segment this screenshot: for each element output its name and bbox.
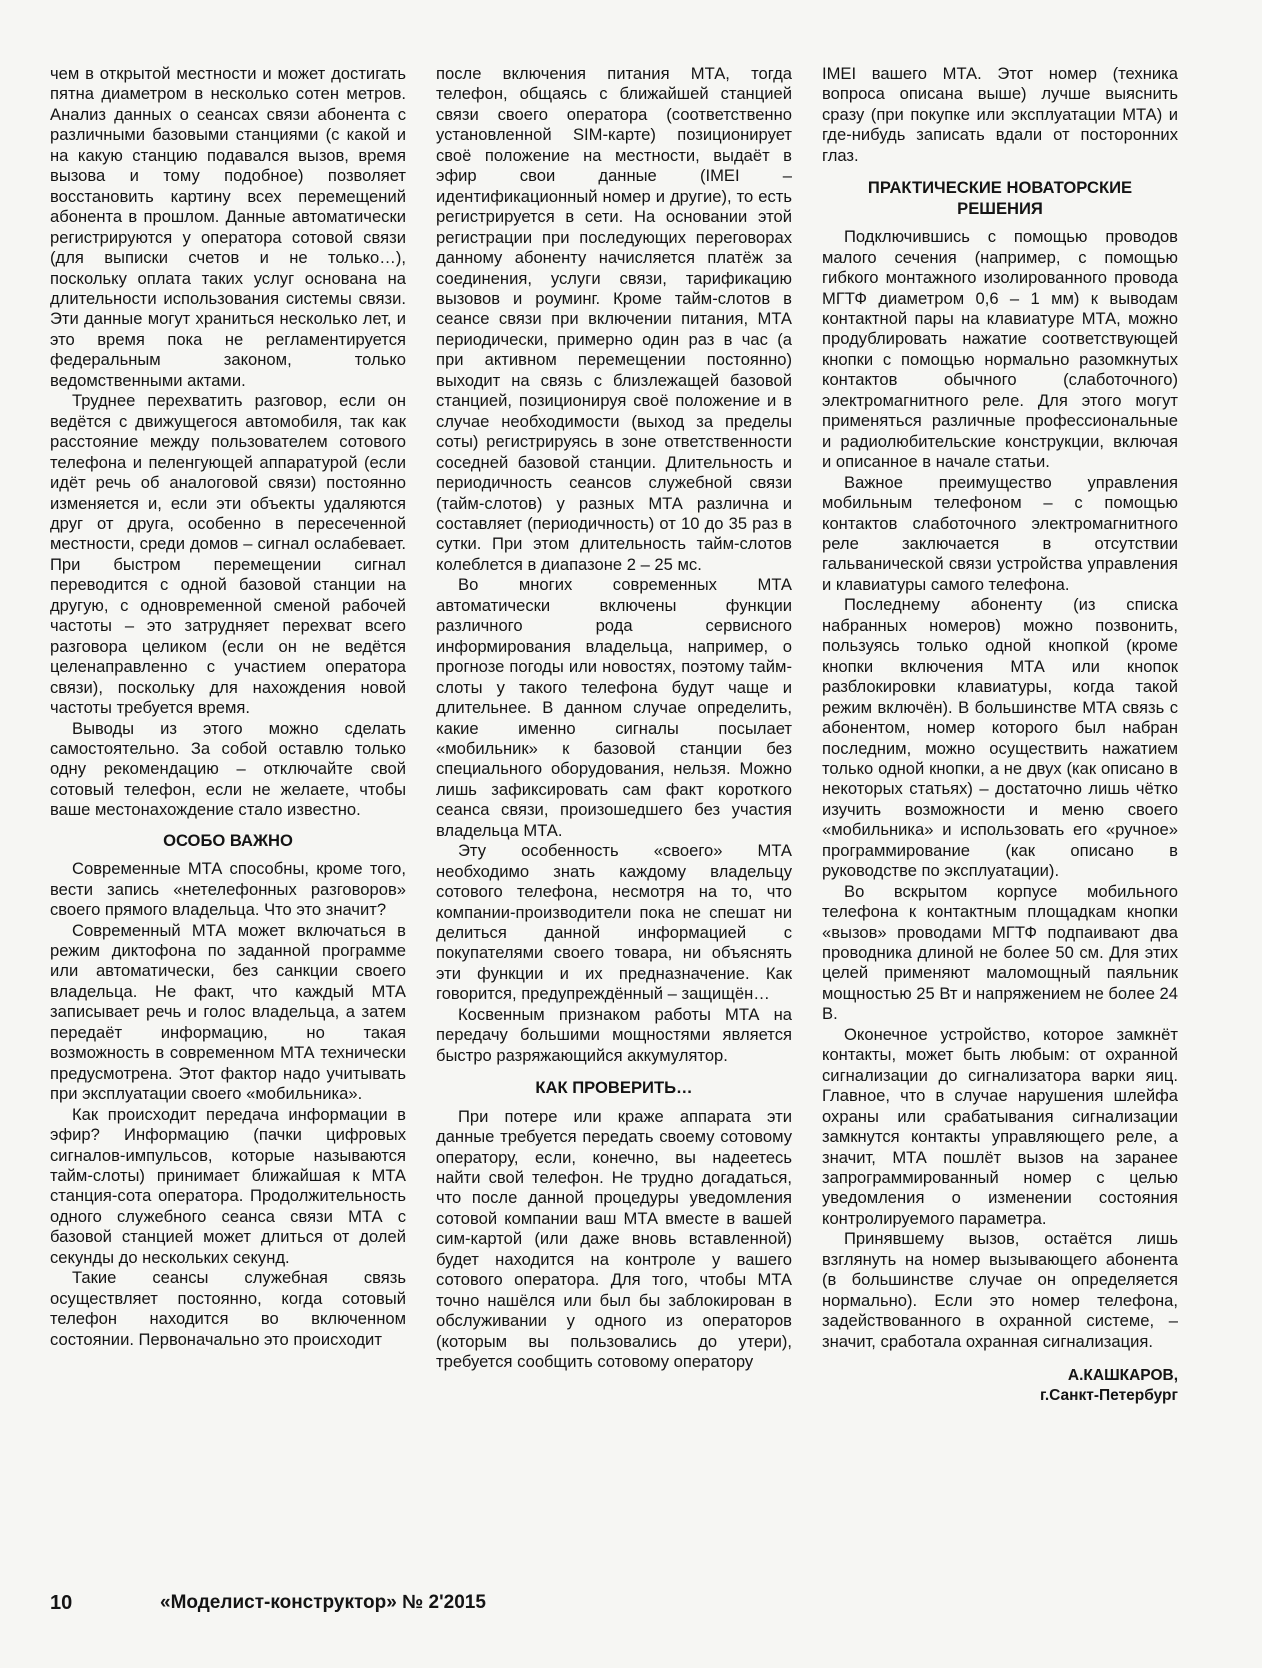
paragraph: При потере или краже аппарата эти данные требуется передать своему сотовому оператору, если, конечно, вы надеетесь найти свой телефон. Не трудно догадаться, что после данной процедуры уведомления сотовой компании ваш МТА вместе в вашей сим-картой (или даже вновь вставленной) будет находится на контроле у вашего сотового оператора. Для того, чтобы МТА точно нашёлся или был бы заблокирован в обслуживании у одного из операторов (которым вы пользовались до утери), требуется сообщить сотовому оператору: [436, 1106, 792, 1372]
author-signature: [822, 1366, 1178, 1406]
paragraph: Во вскрытом корпусе мобильного телефона к контактным площадкам кнопки «вызов» проводами МГТФ подпаивают два проводника длиной не более 50 см. Для этих целей применяют маломощный паяльник мощностью 25 Вт и напряжением не более 24 В.: [822, 881, 1178, 1024]
paragraph: IMEI вашего МТА. Этот номер (техника вопроса описана выше) лучше выяснить сразу (при покупке или эксплуатации МТА) и где-нибудь записать вдали от посторонних глаз.: [822, 64, 1178, 165]
text-column-2: [436, 64, 792, 1373]
page-footer: [50, 1588, 486, 1618]
paragraph: Такие сеансы служебная связь осуществляет постоянно, когда сотовый телефон находится во включенном состоянии. Первоначально это происходит: [50, 1268, 406, 1349]
paragraph: Труднее перехватить разговор, если он ведётся с движущегося автомобиля, так как расстояние между пользователем сотового телефона и пеленгующей аппаратурой (если идёт речь об аналоговой связи) постоянно изменяется и, если эти объекты удаляются друг от друга, особенно в пересеченной местности, среди домов – сигнал ослабевает. При быстром перемещении сигнал переводится с одной базовой станции на другую, с одновременной сменой рабочей частоты – это затрудняет перехват всего разговора целиком (если он не ведётся целенаправленно с участием оператора связи), поскольку для нахождения новой частоты требуется время.: [50, 391, 406, 718]
paragraph: Во многих современных МТА автоматически включены функции различного рода сервисного информирования владельца, например, о прогнозе погоды или новостях, поэтому тайм-слоты у такого телефона будут чаще и длительнее. В данном случае определить, какие именно сигналы посылает «мобильник» к базовой станции без специального оборудования, нельзя. Можно лишь зафиксировать сам факт короткого сеанса связи, произошедшего без участия владельца МТА.: [436, 575, 792, 840]
page-number: 10: [50, 1592, 73, 1614]
paragraph: Как происходит передача информации в эфир? Информацию (пачки цифровых сигналов-импульсов, которые называются тайм-слоты) принимает ближайшая к МТА станция-сота оператора. Продолжительность одного служебного сеанса связи МТА с базовой станцией может длиться от долей секунды до нескольких секунд.: [50, 1104, 406, 1267]
paragraph: Косвенным признаком работы МТА на передачу большими мощностями является быстро разряжающийся аккумулятор.: [436, 1004, 792, 1065]
paragraph: Подключившись с помощью проводов малого сечения (например, с помощью гибкого монтажного изолированного провода МГТФ диаметром 0,6 – 1 мм) к выводам контактной пары на клавиатуре МТА, можно продублировать нажатие соответствующей кнопки с помощью нормально разомкнутых контактов обычного (слаботочного) электромагнитного реле. Для этого могут применяться различные профессиональные и радиолюбительские конструкции, включая и описанное в начале статьи.: [822, 227, 1178, 472]
paragraph: Выводы из этого можно сделать самостоятельно. За собой оставлю только одну рекомендацию – отключайте свой сотовый телефон, если не желаете, чтобы ваше местонахождение стало известно.: [50, 718, 406, 820]
author-city: г.Санкт-Петербург: [1039, 1387, 1178, 1405]
paragraph: Последнему абоненту (из списка набранных номеров) можно позвонить, пользуясь только одной кнопкой (кроме кнопки включения МТА или кнопок разблокировки клавиатуры, когда такой режим включён). В большинстве МТА связь с абонентом, номер которого был набран последним, можно осуществить нажатием только одной кнопки, а не двух (как описано в некоторых статьях) – достаточно лишь чётко изучить возможности и меню своего «мобильника» и использовать его «ручное» программирование (как описано в руководстве по эксплуатации).: [822, 595, 1178, 881]
section-heading: ПРАКТИЧЕСКИЕ НОВАТОРСКИЕ РЕШЕНИЯ: [867, 178, 1133, 218]
paragraph: после включения питания МТА, тогда телефон, общаясь с ближайшей станцией связи своего оператора (соответственно установленной SIM-карте) позиционирует своё положение на местности, выдаёт в эфир свои данные (IMEI – идентификационный номер и другие), то есть регистрируется в сети. На основании этой регистрации при последующих переговорах данному абоненту начисляется платёж за соединения, услуги связи, тарификацию вызовов и роуминг. Кроме тайм-слотов в сеансе связи при включении питания, МТА периодически, примерно один раз в час (а при активном перемещении постоянно) выходит на связь с близлежащей базовой станцией, позиционируя своё положение и в случае необходимости (выход за пределы соты) регистрируясь в зоне ответственности соседней базовой станции. Длительность и периодичность сеансов служебной связи (тайм-слотов) у разных МТА различна и составляет (периодичность) от 10 до 35 раз в сутки. При этом длительность тайм-слотов колеблется в диапазоне 2 – 25 мс.: [436, 64, 792, 574]
paragraph: Современные МТА способны, кроме того, вести запись «нетелефонных разговоров» своего прямого владельца. Что это значит?: [50, 859, 406, 920]
text-column-1: [50, 64, 406, 1350]
section-heading: ОСОБО ВАЖНО: [163, 830, 293, 850]
paragraph: Эту особенность «своего» МТА необходимо знать каждому владельцу сотового телефона, несмотря на то, что компании-производители пока не спешат ни делиться данной информацией с покупателями своего товара, ни объяснять эти функции и их предназначение. Как говорится, предупреждённый – защищён…: [436, 841, 792, 1004]
paragraph: Принявшему вызов, остаётся лишь взглянуть на номер вызывающего абонента (в большинстве случае он определяется нормально). Если это номер телефона, задействованного в охранной системе, – значит, сработала охранная сигнализация.: [822, 1229, 1178, 1351]
section-heading: КАК ПРОВЕРИТЬ…: [535, 1078, 693, 1098]
paragraph: Современный МТА может включаться в режим диктофона по заданной программе или автоматически, без санкции своего владельца. Не факт, что каждый МТА записывает речь и голос владельца, а затем передаёт информацию, но такая возможность в современном МТА технически предусмотрена. Этот фактор надо учитывать при эксплуатации своего «мобильника».: [50, 920, 406, 1104]
text-column-3: [822, 64, 1178, 1406]
magazine-issue: «Моделист-конструктор» № 2'2015: [160, 1592, 486, 1613]
paragraph: чем в открытой местности и может достигать пятна диаметром в несколько сотен метров. Анализ данных о сеансах связи абонента с различными базовыми станциями (с какой и на какую станцию подавался вызов, время вызова и тому подобное) позволяет восстановить картину всех перемещений абонента в прошлом. Данные автоматически регистрируются у оператора сотовой связи (для выписки счетов и не только…), поскольку оплата таких услуг основана на длительности использования системы связи. Эти данные могут храниться несколько лет, и это время пока не регламентируется федеральным законом, только ведомственными актами.: [50, 64, 406, 390]
author-name: А.КАШКАРОВ,: [1067, 1367, 1178, 1385]
paragraph: Оконечное устройство, которое замкнёт контакты, может быть любым: от охранной сигнализации до сигнализатора варки яиц. Главное, что в случае нарушения шлейфа охраны или срабатывания сигнализации замкнутся контакты управляющего реле, а значит, МТА пошлёт вызов на заранее запрограммированный номер с целью уведомления о изменении состояния контролируемого параметра.: [822, 1024, 1178, 1228]
paragraph: Важное преимущество управления мобильным телефоном – с помощью контактов слаботочного электромагнитного реле заключается в отсутствии гальванической связи устройства управления и клавиатуры самого телефона.: [822, 472, 1178, 594]
